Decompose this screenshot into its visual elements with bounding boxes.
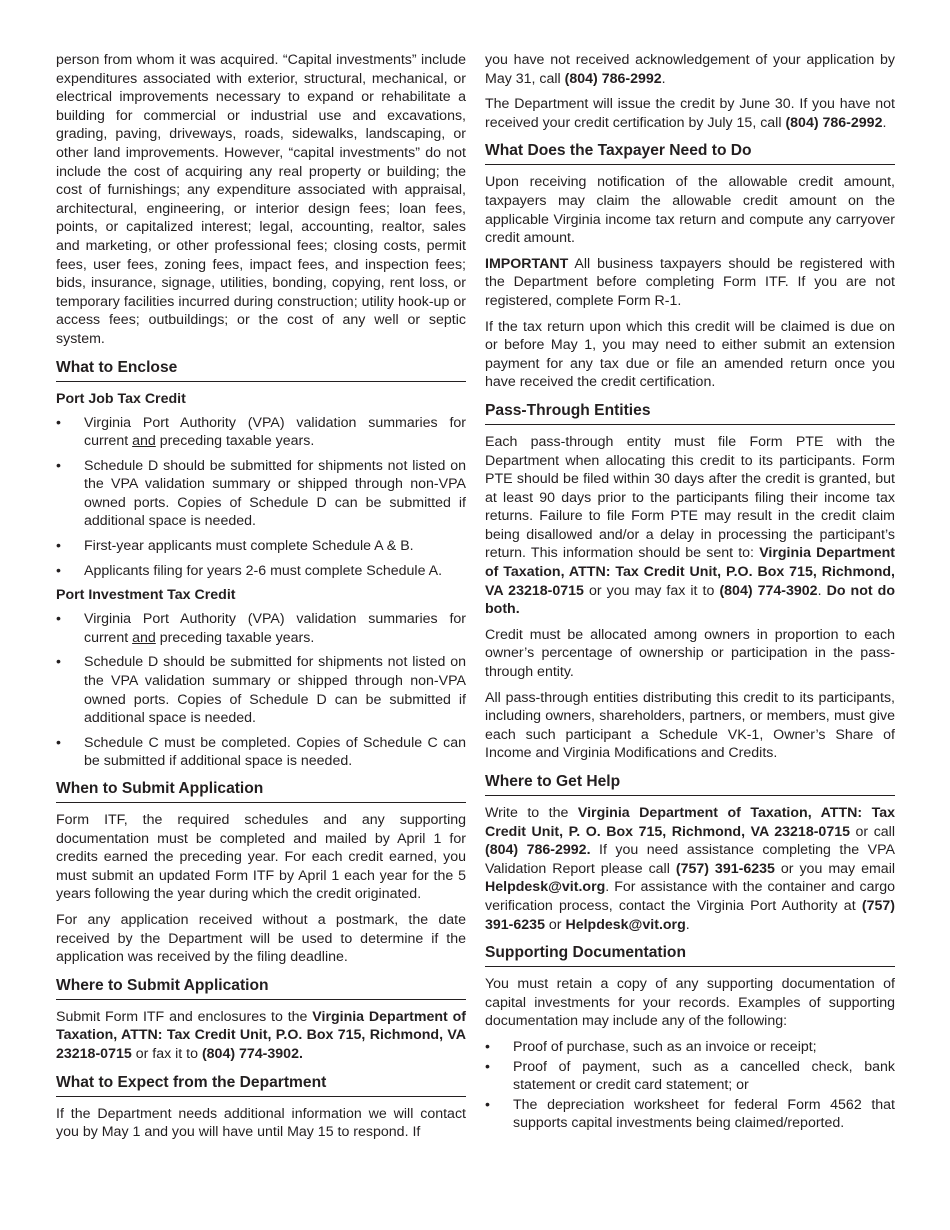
- list-item: • Schedule C must be completed. Copies of Schedule C can be submitted if additional space is needed.: [56, 734, 466, 770]
- where-to-get-help-heading: Where to Get Help: [485, 770, 895, 796]
- port-investment-enclose-list: [56, 610, 466, 771]
- bullet-icon: •: [56, 538, 61, 555]
- list-item: • Schedule D should be submitted for shipments not listed on the VPA validation summary or shipped through non-VPA owned ports. Copies of Schedule D can be submitted if additional space is needed.: [56, 457, 466, 530]
- list-item: • Virginia Port Authority (VPA) validation summaries for current and preceding taxable years.: [56, 414, 466, 450]
- credit-issue-paragraph: The Department will issue the credit by June 30. If you have not received your credit certification by July 15, call (804) 786-2992.: [485, 96, 895, 131]
- fax-number: (804) 774-3902.: [201, 1045, 303, 1062]
- what-to-expect-heading: What to Expect from the Department: [56, 1071, 466, 1097]
- supporting-documentation-list: [485, 1038, 895, 1133]
- what-to-expect-paragraph: If the Department needs additional information we will contact you by May 1 and you will have until May 15 to respond. If: [56, 1105, 466, 1141]
- pass-through-entities-heading: Pass-Through Entities: [485, 399, 895, 425]
- bullet-icon: •: [56, 734, 61, 751]
- list-item: • Applicants filing for years 2-6 must complete Schedule A.: [56, 562, 443, 579]
- where-to-submit-paragraph: Submit Form ITF and enclosures to the Virginia Department of Taxation, ATTN: Tax Credit Unit, P.O. Box 715, Richmond, VA 23218-0715 or fax it to (804) 774-3902.: [56, 1008, 466, 1062]
- bullet-icon: •: [56, 414, 61, 431]
- phone-number: (757) 391-6235: [485, 897, 895, 933]
- email-address: Helpdesk@vit.org: [485, 879, 606, 896]
- left-column: [56, 51, 466, 1149]
- bullet-icon: •: [56, 654, 61, 671]
- supporting-documentation-paragraph: You must retain a copy of any supporting documentation of capital investments for your records. Examples of supporting documentation may include any of the following:: [485, 976, 895, 1030]
- port-job-enclose-list: [56, 414, 466, 581]
- bullet-icon: •: [485, 1038, 490, 1055]
- where-to-submit-heading: Where to Submit Application: [56, 974, 466, 1000]
- phone-number: (804) 786-2992.: [485, 842, 591, 859]
- phone-number: (757) 391-6235: [675, 860, 775, 877]
- when-to-submit-paragraph-1: Form ITF, the required schedules and any supporting documentation must be completed and mailed by April 1 for credits earned the preceding year. For each credit earned, you must submit an updated Form ITF by April 1 each year for the 5 years following the year during which the credit originated.: [56, 812, 466, 903]
- important-paragraph: IMPORTANT All business taxpayers should be registered with the Department before completing Form ITF. If you are not registered, complete Form R-1.: [485, 255, 895, 309]
- taxpayer-need-heading: What Does the Taxpayer Need to Do: [485, 139, 895, 165]
- help-paragraph: Write to the Virginia Department of Taxation, ATTN: Tax Credit Unit, P. O. Box 715, Richmond, VA 23218-0715 or call (804) 786-2992. If you need assistance completing the VPA Validation Report please call (757) 391-6235 or you may email Helpdesk@vit.org. For assistance with the container and cargo verification process, contact the Virginia Port Authority at (757) 391-6235 or Helpdesk@vit.org.: [485, 805, 895, 933]
- when-to-submit-paragraph-2: For any application received without a postmark, the date received by the Department will be used to determine if the application was received by the filing deadline.: [56, 911, 466, 966]
- mailing-address: Virginia Department of Taxation, ATTN: Tax Credit Unit, P.O. Box 715, Richmond, VA 23218-0715: [56, 1008, 466, 1062]
- pte-paragraph-1: Each pass-through entity must file Form PTE with the Department when allocating this credit to its participants. Form PTE should be filed within 30 days after the credit is granted, but at least 90 days prior to the participants filing their income tax returns. Failure to file Form PTE may result in the credit claim being disallowed and/or a delay in processing the participant’s return. This information should be sent to: Virginia Department of Taxation, ATTN: Tax Credit Unit, P.O. Box 715, Richmond, VA 23218-0715 or you may fax it to (804) 774-3902. Do not do both.: [485, 433, 895, 618]
- bullet-icon: •: [56, 457, 61, 474]
- right-column: [485, 51, 895, 1139]
- pte-paragraph-2: Credit must be allocated among owners in proportion to each owner’s percentage of ownership or participation in the pass-through entity.: [485, 626, 895, 681]
- list-item: • Schedule D should be submitted for shipments not listed on the VPA validation summary or shipped through non-VPA owned ports. Copies of Schedule D can be submitted if additional space is needed.: [56, 654, 466, 727]
- list-item: • First-year applicants must complete Schedule A & B.: [56, 538, 414, 555]
- bullet-icon: •: [56, 611, 61, 628]
- supporting-documentation-heading: Supporting Documentation: [485, 941, 895, 967]
- capital-investments-paragraph: person from whom it was acquired. “Capital investments” include expenditures associated with exterior, structural, mechanical, or electrical improvements necessary to expand or rehabilitate a building for commercial or industrial use and excavations, grading, paving, driveways, roads, sidewalks, landscaping, or other land improvements. However, “capital investments” do not include the cost of acquiring any real property or building; the cost of furnishings; any expenditure associated with appraisal, architectural, engineering, or interior design fees; loan fees, points, or capitalized interest; legal, accounting, realtor, sales and marketing, or other professional fees; closing costs, permit fees, user fees, zoning fees, impact fees, and inspection fees; bids, insurance, signage, utilities, bonding, copying, rent loss, or temporary facilities incurred during construction; utility hook-up or access fees; outbuildings; or the cost of any well or septic system.: [56, 52, 466, 347]
- pte-paragraph-3: All pass-through entities distributing this credit to its participants, including owners, shareholders, partners, or members, must give each such participant a Schedule VK-1, Owner’s Share of Income and Virginia Modifications and Credits.: [485, 689, 895, 762]
- warning-text: Do not do both.: [485, 582, 895, 618]
- important-label: IMPORTANT: [485, 255, 569, 272]
- bullet-icon: •: [485, 1058, 490, 1075]
- list-item: • Virginia Port Authority (VPA) validation summaries for current and preceding taxable years.: [56, 611, 466, 646]
- taxpayer-paragraph-1: Upon receiving notification of the allowable credit amount, taxpayers may claim the allowable credit amount on the applicable Virginia income tax return and compute any carryover credit amount.: [485, 174, 895, 247]
- phone-number: (804) 786-2992: [564, 70, 662, 87]
- bullet-icon: •: [56, 562, 61, 579]
- fax-number: (804) 774-3902: [719, 582, 818, 599]
- port-investment-tax-credit-heading: Port Investment Tax Credit: [56, 587, 236, 604]
- when-to-submit-heading: When to Submit Application: [56, 777, 466, 803]
- taxpayer-paragraph-3: If the tax return upon which this credit will be claimed is due on or before May 1, you may need to either submit an extension payment for any tax due or file an amended return once you have received the credit certification.: [485, 318, 895, 391]
- bullet-icon: •: [485, 1096, 490, 1113]
- list-item: • Proof of payment, such as a cancelled check, bank statement or credit card statement; or: [485, 1058, 895, 1094]
- port-job-tax-credit-heading: Port Job Tax Credit: [56, 390, 186, 407]
- what-to-enclose-heading: What to Enclose: [56, 356, 466, 382]
- acknowledgement-paragraph: you have not received acknowledgement of your application by May 31, call (804) 786-2992.: [485, 52, 895, 87]
- list-item: • Proof of purchase, such as an invoice or receipt;: [485, 1038, 817, 1055]
- list-item: • The depreciation worksheet for federal Form 4562 that supports capital investments being claimed/reported.: [485, 1096, 895, 1132]
- email-address: Helpdesk@vit.org: [565, 916, 686, 933]
- mailing-address: Virginia Department of Taxation, ATTN: Tax Credit Unit, P.O. Box 715, Richmond, VA 23218-0715: [485, 545, 895, 599]
- phone-number: (804) 786-2992: [785, 114, 883, 131]
